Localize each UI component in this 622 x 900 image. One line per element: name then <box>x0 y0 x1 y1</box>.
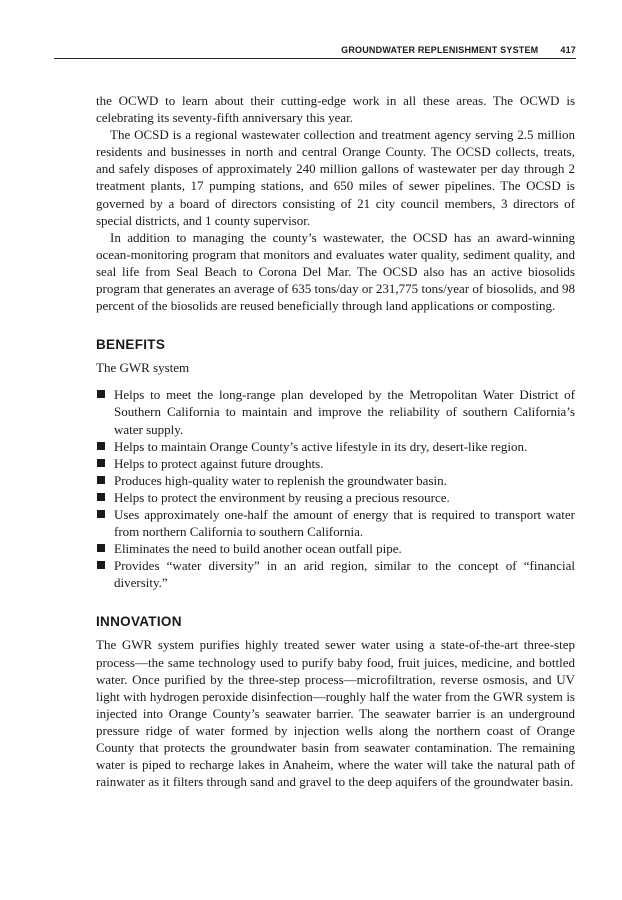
list-item-text: Eliminates the need to build another ocean outfall pipe. <box>114 541 402 557</box>
list-item <box>96 472 575 489</box>
square-bullet-icon <box>97 493 105 501</box>
list-item <box>96 455 575 472</box>
list-item <box>96 438 575 455</box>
running-header-title: GROUNDWATER REPLENISHMENT SYSTEM <box>341 45 539 55</box>
innovation-heading: INNOVATION <box>96 614 182 630</box>
list-item <box>96 489 575 506</box>
list-item <box>96 386 575 437</box>
spacer <box>96 376 575 386</box>
square-bullet-icon <box>97 561 105 569</box>
benefits-lead: The GWR system <box>96 360 190 376</box>
list-item <box>96 506 575 540</box>
square-bullet-icon <box>97 510 105 518</box>
intro-paragraph-1: the OCWD to learn about their cutting-edge work in all these areas. The OCWD is celebrating its seventy-fifth anniversary this year. <box>96 93 575 126</box>
list-item <box>96 557 575 591</box>
list-item-text: Helps to protect against future droughts. <box>114 455 324 471</box>
square-bullet-icon <box>97 459 105 467</box>
benefits-heading: BENEFITS <box>96 337 166 353</box>
list-item-text: Provides “water diversity” in an arid region, similar to the concept of “financial diversity.” <box>114 558 575 591</box>
square-bullet-icon <box>97 390 105 398</box>
list-item-text: Helps to protect the environment by reusing a precious resource. <box>114 489 450 505</box>
page-body <box>96 92 575 790</box>
running-header <box>54 45 576 55</box>
intro-paragraph-2: The OCSD is a regional wastewater collection and treatment agency serving 2.5 million residents and businesses in north and central Orange County. The OCSD collects, treats, and safely disposes of approximately 240 million gallons of wastewater per day through 2 treatment plants, 17 pumping stations, and 650 miles of sewer pipelines. The OCSD is governed by a board of directors consisting of 21 city council members, 3 directors of special districts, and 1 county supervisor. <box>96 127 575 228</box>
list-item-text: Produces high-quality water to replenish the groundwater basin. <box>114 472 447 488</box>
list-item-text: Helps to meet the long-range plan developed by the Metropolitan Water District of Southern California to maintain and improve the reliability of southern California’s water supply. <box>114 387 575 437</box>
list-item-text: Uses approximately one-half the amount of energy that is required to transport water from northern California to southern California. <box>114 506 575 540</box>
list-item-text: Helps to maintain Orange County’s active lifestyle in its dry, desert-like region. <box>114 438 528 454</box>
square-bullet-icon <box>97 476 105 484</box>
square-bullet-icon <box>97 544 105 552</box>
header-rule <box>54 58 576 59</box>
list-item <box>96 540 575 557</box>
innovation-paragraph: The GWR system purifies highly treated sewer water using a state-of-the-art three-step process—the same technology used to purify baby food, fruit juices, medicine, and bottled water. Once purified by the three-step process—microfiltration, reverse osmosis, and UV light with hydrogen peroxide disinfection—roughly half the water from the GWR system is injected into Orange County’s seawater barrier. The seawater barrier is an underground pressure ridge of water formed by injection wells along the northern coast of Orange County that protects the groundwater basin from seawater contamination. The remaining water is piped to recharge lakes in Anaheim, where the water will take the natural path of rainwater as it filters through sand and gravel to the deep aquifers of the groundwater basin. <box>96 637 575 790</box>
square-bullet-icon <box>97 442 105 450</box>
benefits-list <box>96 386 575 591</box>
intro-paragraph-3: In addition to managing the county’s wastewater, the OCSD has an award-winning ocean-monitoring program that monitors and evaluates water quality, sediment quality, and seal life from Seal Beach to Corona Del Mar. The OCSD also has an active biosolids program that generates an average of 635 tons/day or 231,775 tons/year of biosolids, and 98 percent of the biosolids are reused beneficially through land applications or composting. <box>96 229 575 314</box>
page-number: 417 <box>560 45 576 55</box>
